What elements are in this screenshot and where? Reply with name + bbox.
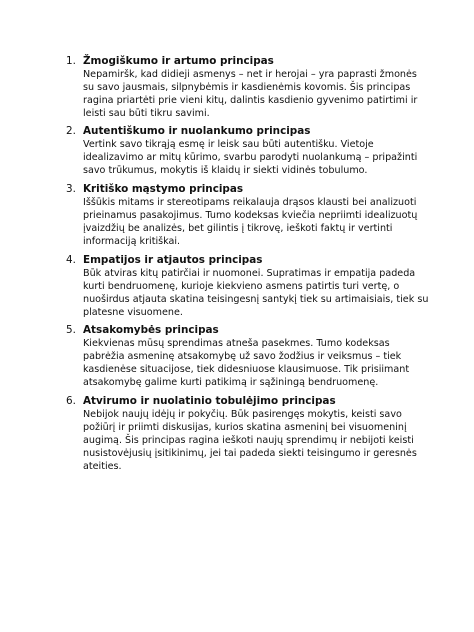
- text-line: ragina priartėti prie vieni kitų, dalintis kasdienio gyvenimo patirtimi ir: [83, 95, 418, 107]
- text-line: savo trūkumus, mokytis iš klaidų ir siekti vidinės tobulumo.: [83, 165, 368, 177]
- text-line: Vertink savo tikrąją esmę ir leisk sau būti autentišku. Vietoje: [83, 139, 374, 150]
- list-number: 1.: [66, 55, 76, 67]
- text-line: informaciją kritiškai.: [83, 236, 181, 248]
- text-line: kasdienėse situacijose, tiek didesniuose klausimuose. Tik prisiimant: [83, 364, 410, 376]
- list-number: 6.: [66, 395, 76, 407]
- text-line: augimą. Šis principas ragina ieškoti naujų sprendimų ir nebijoti keisti: [83, 435, 414, 447]
- list-number: 3.: [66, 183, 76, 195]
- principle-title: Atsakomybės principas: [83, 324, 219, 336]
- principle-title: Žmogiškumo ir artumo principas: [83, 55, 274, 67]
- text-line: Būk atviras kitų patirčiai ir nuomonei. Supratimas ir empatija padeda: [83, 268, 416, 279]
- text-line: nuoširdus atjauta skatina teisingesnį santykį tiek su artimaisiais, tiek su: [83, 294, 429, 306]
- text-line: prieinamus pasakojimus. Tumo kodeksas kviečia nepriimti idealizuotų: [83, 210, 418, 222]
- principle-title: Autentiškumo ir nuolankumo principas: [83, 125, 311, 137]
- text-line: pabrėžia asmeninę atsakomybę už savo žodžius ir veiksmus – tiek: [83, 351, 402, 363]
- principle-description: [83, 196, 418, 248]
- text-line: Nebijok naujų idėjų ir pokyčių. Būk pasirengęs mokytis, keisti savo: [83, 409, 402, 420]
- list-number: 4.: [66, 254, 76, 266]
- text-line: Nepamiršk, kad didieji asmenys – net ir herojai – yra paprasti žmonės: [83, 69, 417, 80]
- principle-title: Empatijos ir atjautos principas: [83, 254, 263, 266]
- text-line: atsakomybę galime kurti patikimą ir sąžiningą bendruomenę.: [83, 377, 379, 389]
- principle-description: [83, 68, 418, 120]
- principle-description: [83, 267, 429, 319]
- text-line: ateities.: [83, 461, 122, 473]
- principle-title: Atvirumo ir nuolatinio tobulėjimo principas: [83, 395, 336, 407]
- principle-title: Kritiško mąstymo principas: [83, 183, 244, 195]
- text-line: Kiekvienas mūsų sprendimas atneša pasekmes. Tumo kodeksas: [83, 338, 390, 349]
- text-line: požiūrį ir priimti diskusijas, kurios skatina asmeninį bei visuomeninį: [83, 422, 407, 434]
- list-number: 2.: [66, 125, 76, 137]
- text-line: idealizavimo ar mitų kūrimo, svarbu parodyti nuolankumą – pripažinti: [83, 152, 418, 164]
- principle-description: [83, 138, 418, 177]
- text-line: kurti bendruomenę, kurioje kiekvieno asmens patirtis turi vertę, o: [83, 281, 400, 293]
- text-line: platesne visuomene.: [83, 307, 183, 319]
- text-line: su savo jausmais, silpnybėmis ir kasdienėmis kovomis. Šis principas: [83, 82, 411, 94]
- text-line: nusistovėjusių įsitikinimų, jei tai padeda siekti teisingumo ir geresnės: [83, 448, 417, 460]
- principle-description: [83, 337, 410, 389]
- text-line: leisti sau būti tikru savimi.: [83, 108, 210, 120]
- text-line: Iššūkis mitams ir stereotipams reikalauja drąsos klausti bei analizuoti: [83, 197, 417, 208]
- text-line: įvaizdžių be analizės, bet gilintis į tikrovę, ieškoti faktų ir vertinti: [83, 223, 393, 235]
- principle-description: [83, 408, 417, 473]
- list-number: 5.: [66, 324, 76, 336]
